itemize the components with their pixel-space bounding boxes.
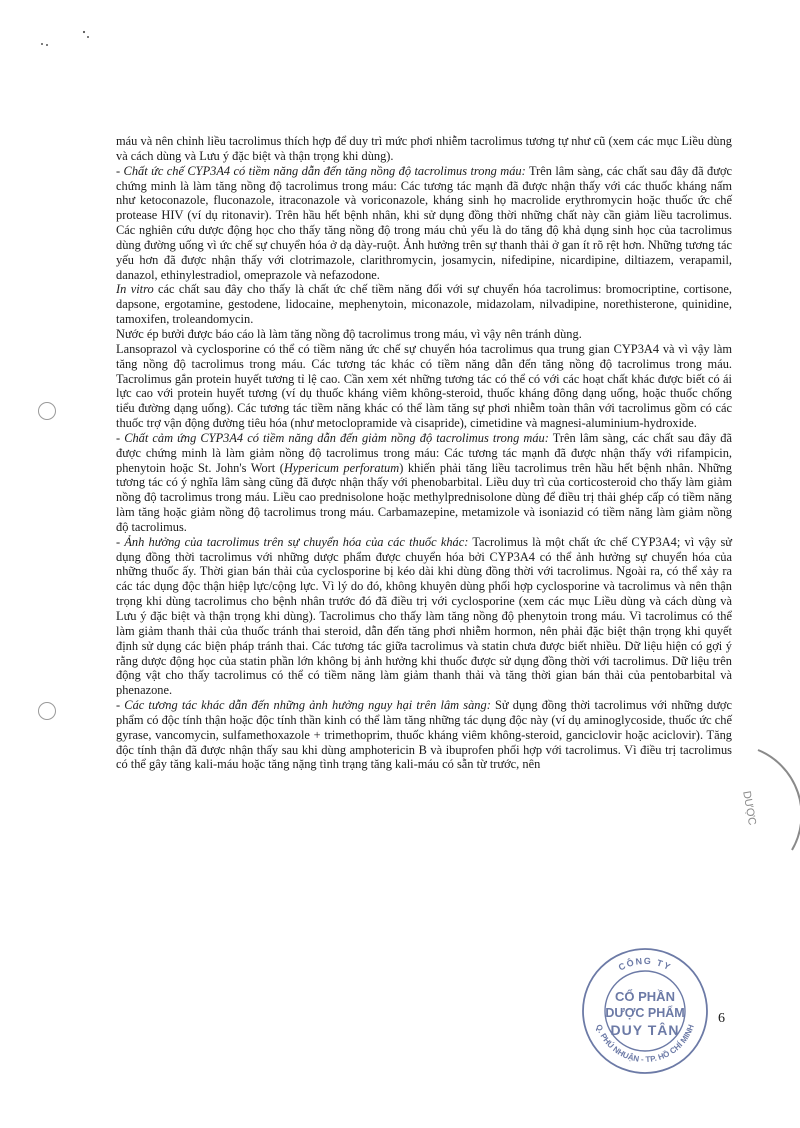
paragraph	[116, 282, 732, 327]
italic-text: Hypericum perforatum	[283, 460, 400, 475]
italic-text: - Chất ức chế CYP3A4 có tiềm năng dẫn đến tăng nồng độ tacrolimus trong máu:	[116, 163, 526, 178]
svg-text:CÔNG TY	[617, 956, 673, 973]
italic-text: - Ảnh hưởng của tacrolimus trên sự chuyển hóa của các thuốc khác:	[116, 534, 469, 549]
stamp-line-1: CỔ PHẦN	[615, 989, 675, 1004]
paragraph	[116, 327, 732, 342]
side-stamp-text: DƯỢC	[740, 790, 759, 827]
paragraph	[116, 164, 732, 283]
document-body	[116, 134, 732, 772]
text-run: Nước ép bưởi được báo cáo là làm tăng nồng độ tacrolimus trong máu, vì vậy nên tránh dùng.	[116, 326, 582, 341]
stamp-ring-top: CÔNG TY	[616, 955, 674, 973]
text-run: Trên lâm sàng, các chất sau đây đã được chứng minh là làm tăng nồng độ tacrolimus trong máu: Các tương tác mạnh đã được nhận thấy với các thuốc kháng nấm như ketoconazole, fluconazole, itraconazole và voriconazole, kháng sinh họ macrolide erythromycin hoặc thuốc ức chế protease HIV (ví dụ ritonavir). Trên hầu hết bệnh nhân, khi sử dụng đồng thời những chất này cần giảm liều tacrolimus. Các nghiên cứu dược động học cho thấy tăng nồng độ trong máu chủ yếu là do tăng độ khả dụng sinh học của tacrolimus dùng đường uống vì ức chế sự chuyển hóa ở dạ dày-ruột. Ảnh hưởng trên sự thanh thải ở gan ít rõ rệt hơn. Những tương tác yếu hơn đã được nhận thấy với clotrimazole, clarithromycin, josamycin, nifedipine, nicardipine, diltiazem, verapamil, danazol, ethinylestradiol, omeprazole và nefazodone.	[116, 163, 732, 282]
scan-dots	[34, 28, 94, 58]
paragraph	[116, 535, 732, 698]
stamp-center-text	[580, 988, 710, 1039]
stamp-line-3: DUY TÂN	[610, 1022, 680, 1038]
text-run: các chất sau đây cho thấy là chất ức chế tiềm năng đối với sự chuyển hóa tacrolimus: bromocriptine, cortisone, dapsone, ergotamine, gestodene, lidocaine, mephenytoin, miconazole, midazolam, nilvadipine, norethisterone, quinidine, tamoxifen, troleandomycin.	[116, 282, 732, 327]
text-run: Trên lâm sàng, các chất sau đây đã được chứng minh là làm giảm nồng độ tacrolimus trong máu: Các tương tác mạnh đã được nhận thấy với rifampicin, phenytoin hoặc St. John's Wort (	[116, 430, 732, 475]
paragraph	[116, 134, 732, 164]
text-run: Tacrolimus là một chất ức chế CYP3A4; vì vậy sử dụng đồng thời tacrolimus với những dược phẩm được chuyển hóa bởi CYP3A4 có thể ảnh hưởng sự chuyển hóa của những thuốc ấy. Thời gian bán thải của cyclosporine bị kéo dài khi dùng đồng thời với tacrolimus. Ngoài ra, có thể xảy ra các tác dụng độc thận hiệp lực/cộng lực. Vì lý do đó, không khuyên dùng phối hợp cyclosporine và tacrolimus và nên thận trọng khi dùng tacrolimus cho bệnh nhân trước đó đã điều trị với cyclosporine (xem các mục Liều dùng và cách dùng và Lưu ý đặc biệt và thận trọng khi dùng). Tacrolimus cho thấy làm tăng nồng độ phenytoin trong máu. Vì tacrolimus có thể làm giảm thanh thải của thuốc tránh thai steroid, dẫn đến tăng phơi nhiễm hormon, nên phải đặc biệt thận trọng khi quyết định sử dụng các biện pháp tránh thai. Các tương tác giữa tacrolimus và statin chưa được biết nhiều. Dữ liệu hiện có gợi ý rằng dược động học của statin phần lớn không bị ảnh hưởng khi thuốc được sử dụng đồng thời với tacrolimus. Dữ liệu trên động vật cho thấy tacrolimus có thể có tiềm năng làm giảm thanh thải và tăng thời gian bán thải của pentobarbital và phenazone.	[116, 534, 732, 698]
text-run: Lansoprazol và cyclosporine có thể có tiềm năng ức chế sự chuyển hóa tacrolimus qua trung gian CYP3A4 và vì vậy làm tăng nồng độ tacrolimus trong máu. Các tương tác khác có tiềm năng dẫn đến tăng nồng độ tacrolimus trong máu. Tacrolimus gắn protein huyết tương tỉ lệ cao. Cần xem xét những tương tác có thể có với các hoạt chất khác được biết có ái lực cao với protein huyết tương (ví dụ thuốc kháng viêm không-steroid, thuốc kháng đông dạng uống, hoặc thuốc chống tiểu đường dạng uống). Các tương tác tiềm năng khác có thể làm tăng sự phơi nhiễm toàn thân với tacrolimus gồm có các thuốc trợ vận động đường tiêu hóa (như metoclopramide và cisapride), cimetidine và magnesi-aluminium-hydroxide.	[116, 341, 732, 431]
italic-text: - Các tương tác khác dẫn đến những ảnh hưởng nguy hại trên lâm sàng:	[116, 698, 491, 713]
stamp-ring-bottom: Q. PHÚ NHUẬN - TP. HỒ CHÍ MINH	[594, 1023, 696, 1065]
text-run: Sử dụng đồng thời tacrolimus với những dược phẩm có độc tính thận hoặc độc tính thần kinh có thể làm tăng những tác dụng độc này (ví dụ aminoglycoside, thuốc ức chế gyrase, vancomycin, sulfamethoxazole + trimethoprim, thuốc kháng viêm không-steroid, ganciclovir hoặc aciclovir). Tăng độc tính thận đã được nhận thấy sau khi dùng amphotericin B và ibuprofen phối hợp với tacrolimus. Vì điều trị tacrolimus có thể gây tăng kali-máu hoặc tăng nặng tình trạng tăng kali-máu có sẵn từ trước, nên	[116, 698, 732, 772]
partial-side-stamp	[752, 746, 800, 856]
paragraph	[116, 698, 732, 772]
page-number: 6	[718, 1011, 725, 1026]
italic-text: - Chất cảm ứng CYP3A4 có tiềm năng dẫn đến giảm nồng độ tacrolimus trong máu:	[116, 430, 549, 445]
punch-hole-top	[38, 402, 56, 420]
italic-text: In vitro	[116, 282, 154, 297]
paragraph	[116, 431, 732, 535]
text-run: máu và nên chỉnh liều tacrolimus thích hợp để duy trì mức phơi nhiễm tacrolimus tương tự như cũ (xem các mục Liều dùng và cách dùng và Lưu ý đặc biệt và thận trọng khi dùng).	[116, 134, 732, 163]
text-run: ) khiến phải tăng liều tacrolimus trên hầu hết bệnh nhân. Những tương tác có ý nghĩa lâm sàng cũng đã được nhận thấy với phenobarbital. Liều duy trì của corticosteroid cho thấy làm giảm nồng độ tacrolimus trong máu. Liều cao prednisolone hoặc methylprednisolone dùng để điều trị thải ghép cấp có tiềm năng làm tăng hoặc giảm nồng độ tacrolimus trong máu. Carbamazepine, metamizole và isoniazid có tiềm năng làm giảm nồng độ tacrolimus.	[116, 460, 732, 534]
punch-hole-bottom	[38, 702, 56, 720]
stamp-line-2: DƯỢC PHẨM	[605, 1006, 685, 1020]
paragraph	[116, 342, 732, 431]
